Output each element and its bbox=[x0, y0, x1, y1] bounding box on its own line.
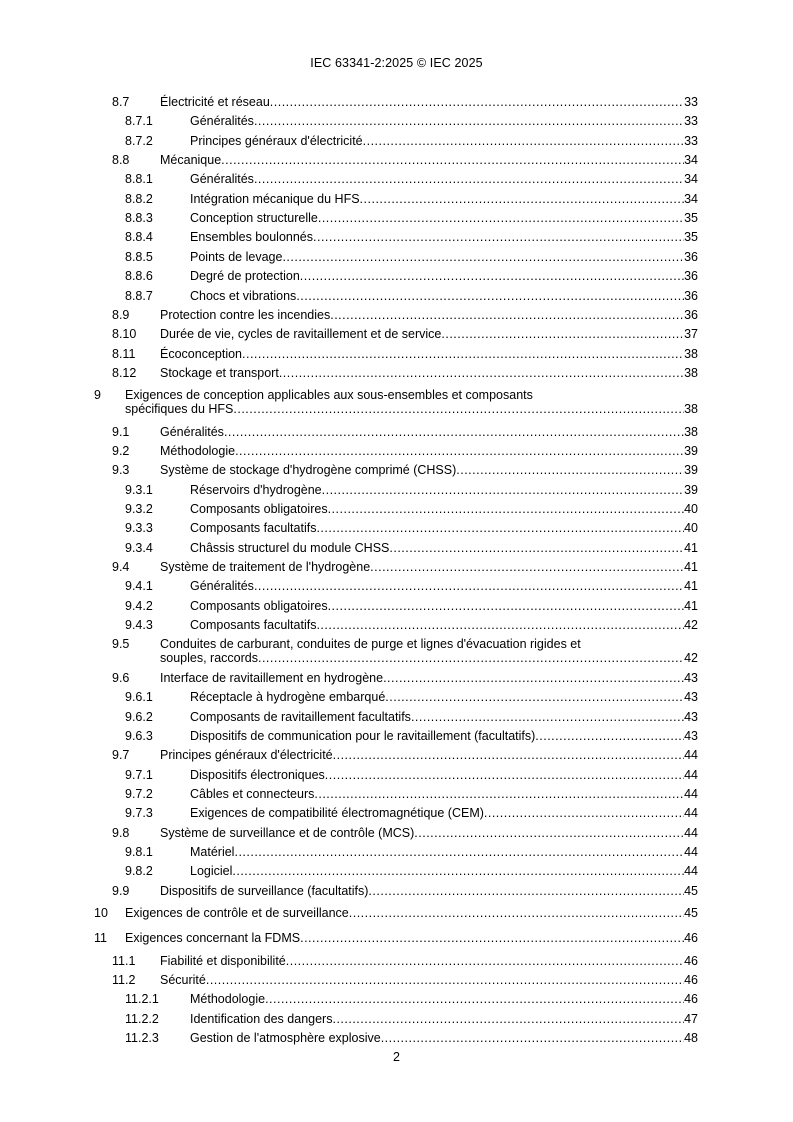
toc-entry-page: 33 bbox=[684, 95, 698, 109]
toc-entry-page: 46 bbox=[684, 992, 698, 1007]
dot-leader bbox=[363, 133, 684, 149]
toc-entry[interactable] bbox=[0, 598, 698, 614]
toc-entry[interactable] bbox=[0, 786, 698, 802]
toc-entry-page: 35 bbox=[684, 230, 698, 245]
toc-entry[interactable] bbox=[0, 905, 698, 921]
toc-entry-number: 8.8.2 bbox=[125, 191, 153, 206]
toc-entry-page: 45 bbox=[684, 883, 698, 898]
toc-entry-page: 42 bbox=[684, 651, 698, 666]
toc-entry-title: spécifiques du HFS bbox=[125, 402, 234, 417]
toc-entry-page: 35 bbox=[684, 211, 698, 226]
toc-entry[interactable] bbox=[0, 229, 698, 245]
toc-entry-title: Système de traitement de l'hydrogène bbox=[160, 560, 371, 575]
toc-entry-number: 11.2.2 bbox=[125, 1011, 159, 1026]
toc-entry-title: Durée de vie, cycles de ravitaillement et de service bbox=[160, 327, 442, 342]
toc-entry-title: Interface de ravitaillement en hydrogène bbox=[160, 670, 384, 685]
toc-entry[interactable] bbox=[0, 191, 698, 207]
toc-entry-number: 9.7.2 bbox=[125, 786, 153, 801]
dot-leader bbox=[535, 728, 684, 744]
toc-entry-number: 8.8 bbox=[112, 153, 130, 168]
toc-entry-title: Électricité et réseau bbox=[160, 95, 270, 109]
toc-entry-number: 8.7.1 bbox=[125, 114, 153, 129]
toc-entry-page: 46 bbox=[684, 953, 698, 968]
toc-entry-title: Câbles et connecteurs bbox=[190, 786, 315, 801]
toc-entry-number: 9.7.1 bbox=[125, 767, 153, 782]
toc-entry[interactable] bbox=[0, 401, 698, 417]
toc-entry-title: Conception structurelle bbox=[190, 211, 318, 226]
toc-entry-page: 39 bbox=[684, 443, 698, 458]
toc-entry[interactable] bbox=[0, 365, 698, 381]
page-header: IEC 63341-2:2025 © IEC 2025 bbox=[310, 56, 483, 70]
page-number: 2 bbox=[393, 1050, 400, 1064]
dot-leader bbox=[232, 863, 684, 879]
toc-entry-page: 40 bbox=[684, 502, 698, 516]
toc-entry-number: 9.8 bbox=[112, 825, 130, 840]
toc-entry-title: Mécanique bbox=[160, 153, 222, 168]
dot-leader bbox=[313, 229, 684, 245]
toc-entry-number: 8.8.7 bbox=[125, 288, 153, 303]
toc-entry-number: 8.8.4 bbox=[125, 230, 153, 245]
dot-leader bbox=[316, 617, 684, 633]
toc-entry-number: 8.8.3 bbox=[125, 211, 153, 226]
toc-entry-page: 34 bbox=[684, 153, 698, 168]
toc-entry-number: 11.2 bbox=[112, 973, 136, 988]
dot-leader bbox=[383, 670, 684, 686]
toc-entry-page: 36 bbox=[684, 307, 698, 322]
toc-entry-number: 9.6.3 bbox=[125, 728, 153, 743]
toc-entry-title: Exigences de compatibilité électromagnétique (CEM) bbox=[190, 806, 484, 821]
toc-entry[interactable] bbox=[0, 972, 698, 988]
toc-entry-page: 48 bbox=[684, 1031, 698, 1046]
toc-entry-title: Points de levage bbox=[190, 249, 283, 264]
toc-entry-title: Généralités bbox=[190, 579, 254, 594]
dot-leader bbox=[484, 805, 684, 821]
toc-entry-title: Composants facultatifs bbox=[190, 521, 317, 536]
dot-leader bbox=[368, 883, 684, 899]
dot-leader bbox=[330, 307, 684, 323]
toc-entry-title: Réceptacle à hydrogène embarqué bbox=[190, 690, 386, 705]
toc-entry-title: Composants obligatoires bbox=[190, 502, 328, 516]
dot-leader bbox=[282, 249, 684, 265]
toc-entry-page: 44 bbox=[684, 767, 698, 782]
toc-entry-page: 38 bbox=[684, 346, 698, 361]
toc-entry-title: Principes généraux d'électricité bbox=[160, 748, 333, 763]
toc-entry[interactable] bbox=[0, 844, 698, 860]
dot-leader bbox=[242, 346, 684, 362]
toc-entry-page: 41 bbox=[684, 560, 698, 575]
toc-entry[interactable] bbox=[0, 767, 698, 783]
toc-entry[interactable] bbox=[0, 346, 698, 362]
dot-leader bbox=[234, 844, 684, 860]
dot-leader bbox=[254, 171, 684, 187]
dot-leader bbox=[360, 191, 685, 207]
toc-entry-title: Dispositifs de communication pour le ravitaillement (facultatifs) bbox=[190, 728, 536, 743]
dot-leader bbox=[300, 268, 684, 284]
dot-leader bbox=[296, 288, 684, 304]
toc-entry[interactable] bbox=[0, 326, 698, 342]
toc-entry-page: 43 bbox=[684, 709, 698, 724]
toc-entry-number: 9.3 bbox=[112, 463, 130, 478]
dot-leader bbox=[235, 443, 684, 459]
dot-leader bbox=[233, 401, 684, 417]
toc-entry-number: 9.3.4 bbox=[125, 540, 153, 555]
toc-entry[interactable] bbox=[0, 307, 698, 323]
toc-entry[interactable] bbox=[0, 113, 698, 129]
dot-leader bbox=[349, 905, 684, 921]
toc-entry-number: 9.4.2 bbox=[125, 598, 153, 613]
toc-entry-page: 33 bbox=[684, 114, 698, 129]
toc-entry-number: 9.4 bbox=[112, 560, 130, 575]
toc-entry-number: 9.6.2 bbox=[125, 709, 153, 724]
toc-entry-title: Dispositifs électroniques bbox=[190, 767, 325, 782]
dot-leader bbox=[270, 94, 684, 110]
toc-entry-title: Châssis structurel du module CHSS bbox=[190, 540, 390, 555]
toc-entry-number: 8.7.2 bbox=[125, 133, 153, 148]
dot-leader bbox=[279, 365, 684, 381]
toc-entry-title: Intégration mécanique du HFS bbox=[190, 191, 360, 206]
dot-leader bbox=[254, 578, 684, 594]
toc-entry-page: 36 bbox=[684, 288, 698, 303]
toc-entry-number: 9.5 bbox=[112, 637, 130, 652]
dot-leader bbox=[333, 747, 684, 763]
dot-leader bbox=[258, 650, 684, 666]
toc-entry-page: 38 bbox=[684, 365, 698, 380]
dot-leader bbox=[318, 210, 684, 226]
toc-entry-number: 9.6 bbox=[112, 670, 130, 685]
toc-entry-page: 43 bbox=[684, 690, 698, 705]
toc-entry-page: 33 bbox=[684, 133, 698, 148]
toc-entry[interactable] bbox=[0, 709, 698, 725]
toc-entry[interactable] bbox=[0, 133, 698, 149]
toc-entry-title: Fiabilité et disponibilité bbox=[160, 953, 286, 968]
toc-entry[interactable] bbox=[0, 863, 698, 879]
toc-entry-title: Système de stockage d'hydrogène comprimé (CHSS) bbox=[160, 463, 457, 478]
dot-leader bbox=[441, 326, 684, 342]
toc-entry-page: 34 bbox=[684, 172, 698, 187]
toc-entry[interactable] bbox=[0, 578, 698, 594]
toc-entry-title: souples, raccords bbox=[160, 651, 258, 666]
toc-entry[interactable] bbox=[0, 210, 698, 226]
toc-entry-number: 8.8.5 bbox=[125, 249, 153, 264]
dot-leader bbox=[206, 972, 684, 988]
toc-entry-title: Composants de ravitaillement facultatifs bbox=[190, 709, 411, 724]
toc-entry-title: Dispositifs de surveillance (facultatifs) bbox=[160, 883, 369, 898]
toc-entry-title: Gestion de l'atmosphère explosive bbox=[190, 1031, 381, 1046]
toc-entry-number: 8.7 bbox=[112, 95, 130, 109]
toc-entry-page: 44 bbox=[684, 806, 698, 821]
toc-entry-title: Système de surveillance et de contrôle (MCS) bbox=[160, 825, 415, 840]
toc-entry-number: 9.6.1 bbox=[125, 690, 153, 705]
toc-entry[interactable] bbox=[0, 747, 698, 763]
toc-entry[interactable] bbox=[0, 1011, 698, 1027]
dot-leader bbox=[389, 540, 684, 556]
toc-entry-page: 45 bbox=[684, 906, 698, 920]
toc-entry-title-line: Exigences de conception applicables aux sous-ensembles et composants bbox=[125, 388, 533, 403]
toc-entry-title: Sécurité bbox=[160, 973, 206, 988]
toc-entry-page: 37 bbox=[684, 327, 698, 342]
toc-entry-number: 8.10 bbox=[112, 327, 137, 342]
toc-entry[interactable] bbox=[0, 805, 698, 821]
toc-entry-page: 42 bbox=[684, 618, 698, 633]
dot-leader bbox=[316, 520, 684, 536]
toc-entry-title: Généralités bbox=[190, 172, 254, 187]
toc-entry[interactable] bbox=[0, 883, 698, 899]
toc-entry[interactable] bbox=[0, 443, 698, 459]
toc-entry-title: Chocs et vibrations bbox=[190, 288, 297, 303]
toc-entry-number: 9.3.3 bbox=[125, 521, 153, 536]
dot-leader bbox=[322, 482, 684, 498]
toc-entry-number: 11.2.1 bbox=[125, 992, 159, 1007]
toc-entry-number: 9.7 bbox=[112, 748, 130, 763]
toc-entry[interactable] bbox=[0, 991, 698, 1007]
toc-entry-title: Matériel bbox=[190, 844, 235, 859]
toc-entry-page: 46 bbox=[684, 931, 698, 946]
toc-entry[interactable] bbox=[0, 617, 698, 633]
toc-entry-page: 38 bbox=[684, 424, 698, 439]
toc-entry[interactable] bbox=[0, 249, 698, 265]
toc-entry-page: 36 bbox=[684, 269, 698, 284]
toc-entry-number: 9.8.1 bbox=[125, 844, 153, 859]
toc-entry-number: 9.4.1 bbox=[125, 579, 153, 594]
toc-entry[interactable] bbox=[0, 930, 698, 946]
dot-leader bbox=[414, 825, 684, 841]
toc-entry-page: 36 bbox=[684, 249, 698, 264]
toc-entry-title: Généralités bbox=[160, 424, 224, 439]
toc-entry-number: 9.9 bbox=[112, 883, 130, 898]
toc-entry-number: 9.3.1 bbox=[125, 482, 153, 497]
toc-entry-title: Protection contre les incendies bbox=[160, 307, 331, 322]
toc-entry-page: 34 bbox=[684, 191, 698, 206]
toc-entry-number: 10 bbox=[94, 906, 108, 920]
toc-entry-number: 8.9 bbox=[112, 307, 130, 322]
toc-entry-number: 11.1 bbox=[112, 953, 136, 968]
toc-entry-title: Méthodologie bbox=[190, 992, 266, 1007]
toc-entry[interactable] bbox=[0, 825, 698, 841]
toc-entry-number: 8.11 bbox=[112, 346, 136, 361]
toc-entry-title: Degré de protection bbox=[190, 269, 300, 284]
toc-entry[interactable] bbox=[0, 689, 698, 705]
toc-entry[interactable] bbox=[0, 462, 698, 478]
toc-entry-title: Généralités bbox=[190, 114, 254, 129]
toc-entry[interactable] bbox=[0, 953, 698, 969]
dot-leader bbox=[314, 786, 684, 802]
toc-entry-number: 9.7.3 bbox=[125, 806, 153, 821]
dot-leader bbox=[221, 152, 684, 168]
toc-entry-page: 43 bbox=[684, 728, 698, 743]
toc-entry-number: 8.8.1 bbox=[125, 172, 153, 187]
toc-entry-title: Exigences concernant la FDMS bbox=[125, 931, 301, 946]
toc-entry-number: 8.12 bbox=[112, 365, 137, 380]
toc-entry[interactable] bbox=[0, 482, 698, 498]
toc-entry-page: 43 bbox=[684, 670, 698, 685]
toc-entry-title-line: Conduites de carburant, conduites de purge et lignes d'évacuation rigides et bbox=[160, 637, 581, 652]
toc-entry-title: Composants facultatifs bbox=[190, 618, 317, 633]
toc-entry-number: 9 bbox=[94, 388, 101, 403]
toc-entry-page: 41 bbox=[684, 540, 698, 555]
toc-entry-number: 9.4.3 bbox=[125, 618, 153, 633]
toc-entry-title: Composants obligatoires bbox=[190, 598, 328, 613]
toc-entry-title: Exigences de contrôle et de surveillance bbox=[125, 906, 349, 920]
toc-entry-page: 44 bbox=[684, 786, 698, 801]
toc-entry-title: Écoconception bbox=[160, 346, 243, 361]
toc-entry-title: Ensembles boulonnés bbox=[190, 230, 313, 245]
dot-leader bbox=[224, 424, 684, 440]
toc-entry-page: 44 bbox=[684, 748, 698, 763]
toc-entry[interactable] bbox=[0, 520, 698, 536]
toc-entry[interactable] bbox=[0, 288, 698, 304]
toc-entry[interactable] bbox=[0, 424, 698, 440]
dot-leader bbox=[328, 501, 685, 517]
toc-entry-title: Identification des dangers bbox=[190, 1011, 333, 1026]
dot-leader bbox=[325, 767, 684, 783]
dot-leader bbox=[411, 709, 684, 725]
toc-entry[interactable] bbox=[0, 650, 698, 666]
dot-leader bbox=[456, 462, 684, 478]
dot-leader bbox=[265, 991, 684, 1007]
toc-entry-page: 39 bbox=[684, 482, 698, 497]
toc-entry-number: 9.3.2 bbox=[125, 502, 153, 516]
toc-entry-number: 11 bbox=[94, 931, 107, 946]
toc-entry-page: 44 bbox=[684, 825, 698, 840]
toc-entry[interactable] bbox=[0, 670, 698, 686]
toc-entry[interactable] bbox=[0, 268, 698, 284]
dot-leader bbox=[286, 953, 684, 969]
dot-leader bbox=[385, 689, 684, 705]
toc-entry-title: Stockage et transport bbox=[160, 365, 279, 380]
toc-entry-page: 46 bbox=[684, 973, 698, 988]
toc-entry-title: Logiciel bbox=[190, 864, 233, 879]
toc-entry-title: Méthodologie bbox=[160, 443, 236, 458]
dot-leader bbox=[300, 930, 684, 946]
toc-entry-page: 38 bbox=[684, 402, 698, 417]
toc-entry[interactable] bbox=[0, 171, 698, 187]
toc-entry-page: 40 bbox=[684, 521, 698, 536]
toc-entry[interactable] bbox=[0, 540, 698, 556]
toc-entry-number: 9.2 bbox=[112, 443, 130, 458]
toc-entry-number: 8.8.6 bbox=[125, 269, 153, 284]
toc-entry-number: 9.8.2 bbox=[125, 864, 153, 879]
toc-entry-number: 11.2.3 bbox=[125, 1031, 159, 1046]
toc-entry-title: Réservoirs d'hydrogène bbox=[190, 482, 322, 497]
toc-entry[interactable] bbox=[0, 728, 698, 744]
toc-entry-page: 44 bbox=[684, 864, 698, 879]
toc-entry-number: 9.1 bbox=[112, 424, 130, 439]
toc-entry-page: 47 bbox=[684, 1011, 698, 1026]
dot-leader bbox=[332, 1011, 684, 1027]
dot-leader bbox=[381, 1030, 684, 1046]
toc-entry-page: 41 bbox=[684, 579, 698, 594]
toc-entry-title: Principes généraux d'électricité bbox=[190, 133, 363, 148]
toc-entry[interactable] bbox=[0, 94, 698, 110]
toc-entry[interactable] bbox=[0, 501, 698, 517]
toc-entry[interactable] bbox=[0, 152, 698, 168]
toc-entry[interactable] bbox=[0, 559, 698, 575]
toc-entry-page: 44 bbox=[684, 844, 698, 859]
dot-leader bbox=[370, 559, 684, 575]
dot-leader bbox=[328, 598, 685, 614]
dot-leader bbox=[254, 113, 684, 129]
toc-entry-page: 41 bbox=[684, 598, 698, 613]
toc-entry-page: 39 bbox=[684, 463, 698, 478]
toc-entry[interactable] bbox=[0, 1030, 698, 1046]
